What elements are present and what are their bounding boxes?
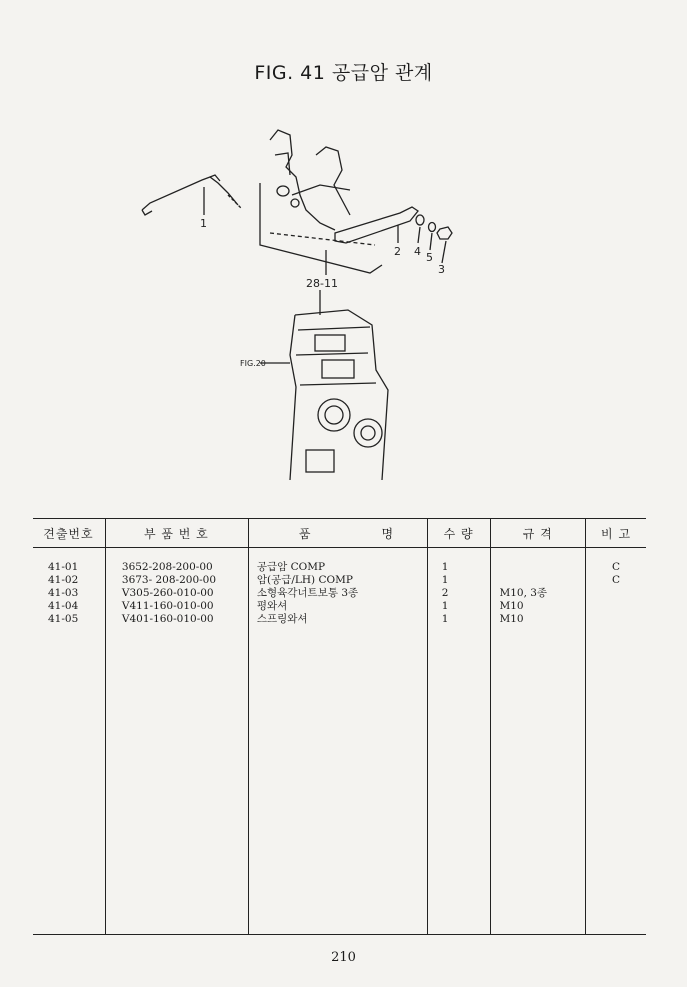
header-name-b: 명 [381,526,395,541]
table-filler-row [33,626,646,935]
cell-name: 공급암 COMP [248,561,427,574]
cell-qty: 1 [427,561,491,574]
cell-spec [491,574,586,587]
cell-part-no: V401-160-010-00 [105,613,248,626]
cell-qty: 1 [427,600,491,613]
cell-ref: 41-04 [48,600,79,612]
cell-ref: 41-03 [48,587,79,599]
cell-qty: 1 [427,613,491,626]
cell-note [586,613,646,626]
cell-qty: 2 [427,587,491,600]
callout-3: 3 [438,263,445,276]
page-number: 210 [331,950,356,965]
page-title: FIG. 41 공급암 관계 [254,62,433,84]
header-qty: 수 량 [427,519,491,548]
spring-washer [429,223,436,232]
cell-spec: M10 [491,600,586,613]
cell-part-no: 3673- 208-200-00 [105,574,248,587]
cell-part-no: V305-260-010-00 [105,587,248,600]
header-name-a: 품 [298,526,312,541]
callout-2: 2 [394,245,401,258]
header-ref: 견출번호 [33,519,105,548]
table-row [33,587,646,600]
cell-note [586,587,646,600]
cell-spec: M10, 3종 [491,587,586,600]
callout-1: 1 [200,217,207,230]
table-header-row [33,519,646,548]
cell-spec [491,561,586,574]
cell-ref: 41-02 [48,574,79,586]
cell-part-no: 3652-208-200-00 [105,561,248,574]
cell-name: 평와셔 [248,600,427,613]
cell-ref: 41-01 [48,561,79,573]
bracket-assembly [270,130,335,230]
cell-name: 스프링와셔 [248,613,427,626]
cell-ref: 41-05 [48,613,79,625]
table-row [33,561,646,574]
table-row [33,613,646,626]
callout-5: 5 [426,251,433,264]
parts-table [33,518,646,935]
hex-nut [437,227,452,239]
flat-washer [416,215,424,225]
cell-note [586,600,646,613]
header-part-no: 부 품 번 호 [105,519,248,548]
cell-note: C [586,574,646,587]
callout-fig20: FIG.20 [240,359,266,368]
cell-name: 암(공급/LH) COMP [248,574,427,587]
header-spec: 규 격 [491,519,586,548]
cell-name: 소형육각너트보통 3종 [248,587,427,600]
cell-spec: M10 [491,613,586,626]
cell-note: C [586,561,646,574]
cell-qty: 1 [427,574,491,587]
exploded-parts-diagram [120,115,540,480]
cell-part-no: V411-160-010-00 [105,600,248,613]
supply-arm-part [142,177,238,210]
table-row [33,574,646,587]
arm-lh-part [335,207,418,243]
header-note: 비 고 [586,519,646,548]
callout-28-11: 28-11 [306,277,338,290]
table-row [33,600,646,613]
header-name [248,519,427,548]
callout-4: 4 [414,245,421,258]
